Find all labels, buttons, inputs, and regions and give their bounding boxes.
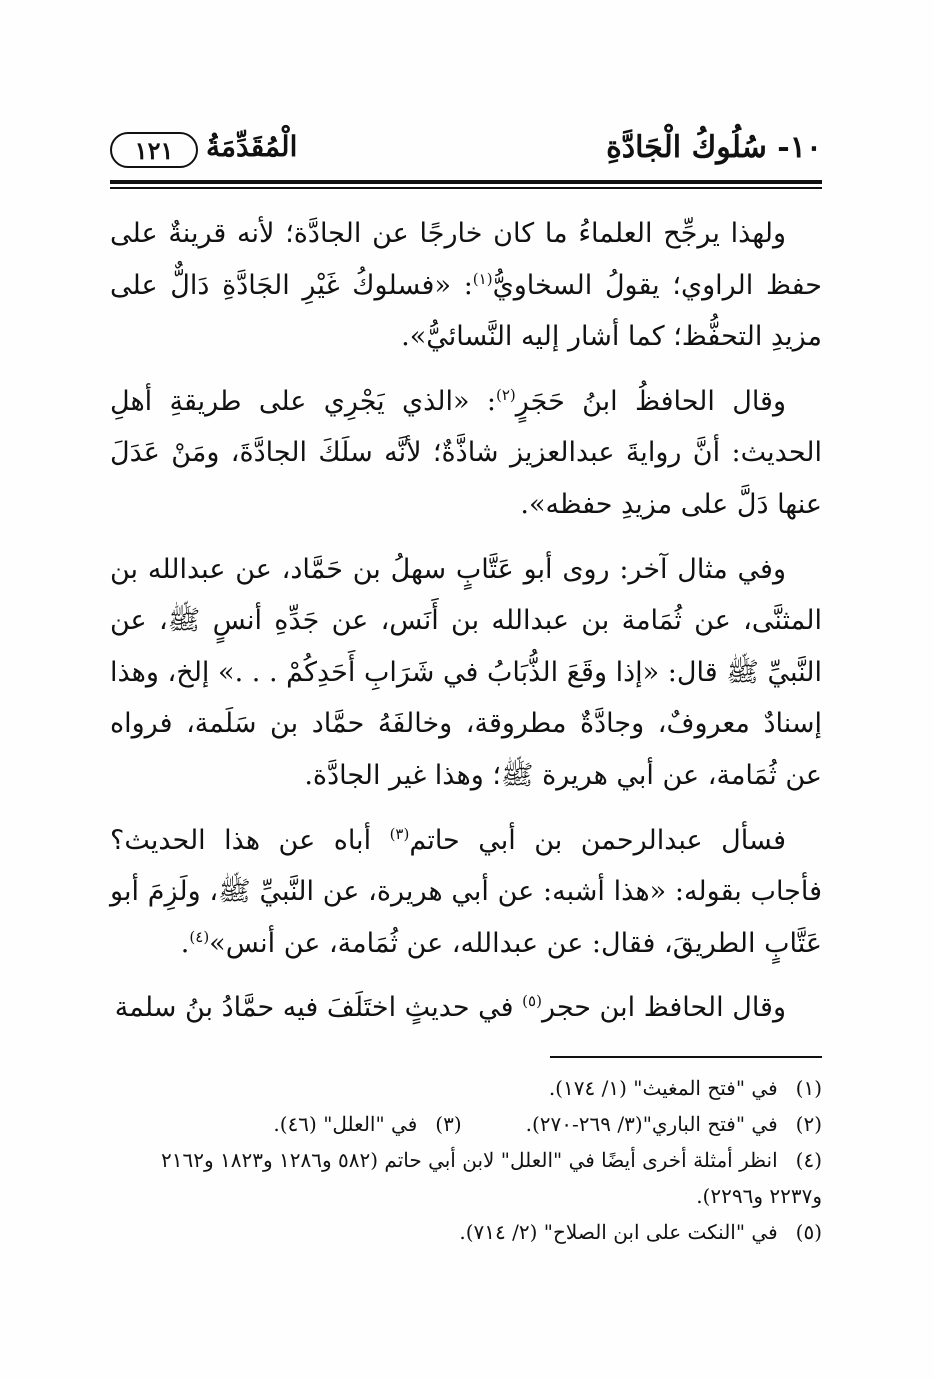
page-number-badge bbox=[110, 132, 198, 168]
footnote-ref[interactable]: (٤) bbox=[189, 927, 210, 946]
footnote-1: (١) في "فتح المغيث" (١/ ١٧٤). bbox=[548, 1076, 822, 1100]
footnote-5: (٥) في "النكت على ابن الصلاح" (٢/ ٧١٤). bbox=[459, 1220, 822, 1244]
paragraph-3: وفي مثال آخر: روى أبو عَتَّابٍ سهلُ بن حَمَّاد، عن عبدالله بن المثنَّى، عن ثُمَامة بن عبدالله بن أَنَس، عن جَدِّهِ أنسٍ ﷺ، عن النَّبيِّ ﷺ قال: «إذا وقَعَ الذُّبَابُ في شَرَابِ أَحَدِكُمْ . . .» إلخ، وهذا إسنادٌ معروفٌ، وجادَّةٌ مطروقة، وخالفَهُ حمَّاد بن سَلَمة، فرواه عن ثُمَامة، عن أبي هريرة ﷺ؛ وهذا غير الجادَّة. bbox=[110, 553, 822, 791]
paragraph-4: فسأل عبدالرحمن بن أبي حاتم$^{(٣)}$ أباه عن هذا الحديث؟ فأجاب بقوله: «هذا أشبه: عن أبي هريرة، عن النَّبيِّ ﷺ، ولَزِمَ أبو عَتَّابٍ الطريقَ، فقال: عن عبدالله، عن ثُمَامة، عن أنس»$^{(٤)}$. bbox=[110, 824, 822, 959]
section-title: الْمُقَدِّمَةُ bbox=[206, 130, 298, 163]
chapter-title: ١٠- سُلُوكُ الْجَادَّةِ bbox=[606, 130, 822, 165]
footnotes bbox=[110, 1070, 822, 1250]
header-rule-thin bbox=[110, 187, 822, 189]
footnote-ref[interactable]: (٣) bbox=[389, 824, 410, 843]
footnote-4: (٤) انظر أمثلة أخرى أيضًا في "العلل" لابن أبي حاتم (٥٨٢ و١٢٨٦ و١٨٢٣ و٢١٦٢ و٢٢٣٧ و٢٢٩٦). bbox=[161, 1148, 822, 1208]
page-number: ١٢١ bbox=[134, 135, 174, 165]
footnote-2: (٢) في "فتح الباري"(٣/ ٢٦٩-٢٧٠). bbox=[525, 1112, 822, 1136]
main-text bbox=[110, 208, 822, 1047]
footnote-separator bbox=[550, 1056, 822, 1058]
footnote-ref[interactable]: (٥) bbox=[522, 992, 542, 1011]
paragraph-1: ولهذا يرجِّح العلماءُ ما كان خارجًا عن الجادَّة؛ لأنه قرينةٌ على حفظ الراوي؛ يقولُ السخاويُّ$^{(١)}$: «فسلوكُ غَيْرِ الجَادَّةِ دَالٌّ على مزيدِ التحفُّظ؛ كما أشار إليه النَّسائيُّ». bbox=[110, 218, 822, 353]
paragraph-2: وقال الحافظُ ابنُ حَجَرٍ$^{(٢)}$: «الذي يَجْرِي على طريقةِ أهلِ الحديث: أنَّ روايةَ عبدالعزيز شاذَّةٌ؛ لأنَّه سلَكَ الجادَّةَ، ومَنْ عَدَلَ عنها دَلَّ على مزيدِ حفظه». bbox=[110, 385, 822, 520]
paragraph-5: وقال الحافظ ابن حجر$^{(٥)}$ في حديثٍ اختَلَفَ فيه حمَّادُ بنُ سلمة bbox=[114, 992, 786, 1024]
footnote-row-2-3 bbox=[110, 1106, 822, 1142]
running-header bbox=[110, 128, 822, 178]
footnote-3: (٣) في "العلل" (٤٦). bbox=[273, 1112, 462, 1136]
footnote-ref[interactable]: (٢) bbox=[495, 385, 516, 404]
footnote-ref[interactable]: (١) bbox=[472, 269, 493, 288]
header-rule-thick bbox=[110, 180, 822, 184]
